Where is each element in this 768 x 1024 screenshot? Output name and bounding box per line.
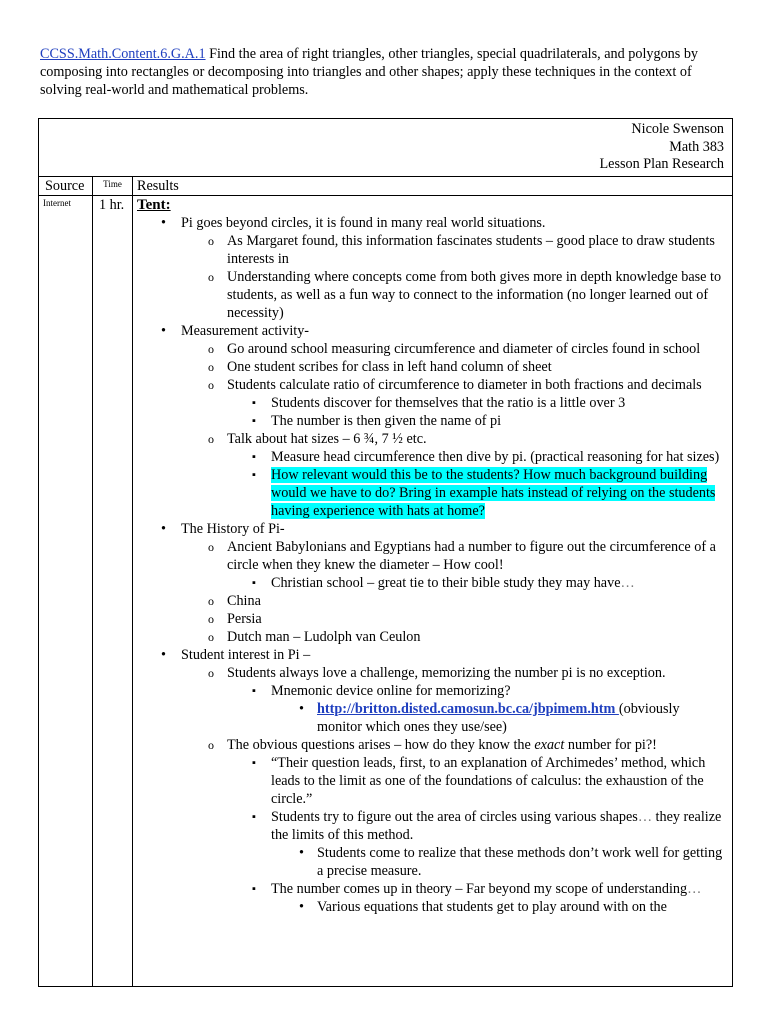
time-column-header: Time xyxy=(93,176,133,195)
list-item: o Students calculate ratio of circumference to diameter in both fractions and decimals ▪ Students discover for themselves that the ratio is a little over 3 ▪ The number is then given the name of pi xyxy=(181,376,726,430)
list-item: o Ancient Babylonians and Egyptians had a number to figure out the circumference of a circle when they knew the diameter – How cool! ▪ Christian school – great tie to their bible study they may have… xyxy=(181,538,726,592)
list-item: o One student scribes for class in left hand column of sheet xyxy=(181,358,726,376)
standard-paragraph xyxy=(40,45,730,99)
list-item: • Pi goes beyond circles, it is found in many real world situations. o As Margaret found, this information fascinates students – good place to draw students interests in o Understanding where concepts come from both gives more in depth knowledge base to students, as well as a fun way to connect to the information (no longer learned out of necessity) xyxy=(137,214,726,322)
table-row xyxy=(39,195,733,986)
list-item: ▪ Christian school – great tie to their bible study they may have… xyxy=(227,574,726,592)
results-column-header: Results xyxy=(133,176,733,195)
time-cell: 1 hr. xyxy=(93,195,133,986)
source-column-header: Source xyxy=(39,176,93,195)
source-cell: Internet xyxy=(39,195,93,986)
list-item: o The obvious questions arises – how do they know the exact number for pi?! ▪ “Their question leads, first, to an explanation of Archimedes’ method, which leads to the limit as one of the foundations of calculus: the exhaustion of the circle.” ▪ Students try to figure out the area of circles using various shapes… they realize the limits of this method. • Students come to realize that these methods don’t work well for getting a precise measure. ▪ The number comes up in theory – Far beyond my scope of understanding… • Various equations that students get to play around with on the xyxy=(181,736,726,916)
standard-text: Find the area of right triangles, other triangles, special quadrilaterals, and polygons by composing into rectangles or decomposing into triangles and other shapes; apply these techniques in the context of solving real-world and mathematical problems. xyxy=(40,46,699,98)
list-item: • http://britton.disted.camosun.bc.ca/jbpimem.htm (obviously monitor which ones they use/see) xyxy=(271,700,726,736)
header-cell xyxy=(39,119,733,177)
list-item: • Measurement activity- o Go around school measuring circumference and diameter of circles found in school o One student scribes for class in left hand column of sheet o Students calculate ratio of circumference to diameter in both fractions and decimals ▪ Students discover for themselves that the ratio is a little over 3 ▪ The number is then given the name of pi o Talk about hat sizes – 6 ¾, 7 ½ etc. ▪ Measure head circumference then dive by pi. (practical reasoning for hat sizes) ▪ How relevant would this be to the students? How much background building would we have to do? Bring in example hats instead of relying on the students having experience with hats at home? xyxy=(137,322,726,520)
list-item: ▪ Measure head circumference then dive by pi. (practical reasoning for hat sizes) xyxy=(227,448,726,466)
mnemonic-link[interactable]: http://britton.disted.camosun.bc.ca/jbpimem.htm xyxy=(317,700,619,717)
list-item: ▪ The number comes up in theory – Far beyond my scope of understanding… • Various equations that students get to play around with on the xyxy=(227,880,726,916)
list-item: ▪ “Their question leads, first, to an explanation of Archimedes’ method, which leads to the limit as one of the foundations of calculus: the exhaustion of the circle.” xyxy=(227,754,726,808)
standard-link[interactable]: CCSS.Math.Content.6.G.A.1 xyxy=(40,46,206,62)
list-item: ▪ Mnemonic device online for memorizing? • http://britton.disted.camosun.bc.ca/jbpimem.htm (obviously monitor which ones they use/see) xyxy=(227,682,726,736)
list-item: o China xyxy=(181,592,726,610)
list-item: • The History of Pi- o Ancient Babylonians and Egyptians had a number to figure out the circumference of a circle when they knew the diameter – How cool! ▪ Christian school – great tie to their bible study they may have… o China o Persia o Dutch man – Ludolph van Ceulon xyxy=(137,520,726,646)
results-cell xyxy=(133,195,733,986)
author-name: Nicole Swenson xyxy=(631,121,725,137)
document-title: Lesson Plan Research xyxy=(599,156,725,172)
column-header-row xyxy=(39,176,733,195)
highlighted-note: How relevant would this be to the students? How much background building would we have to do? Bring in example hats instead of relying on the students having experience with hats at home? xyxy=(271,466,716,519)
header-row xyxy=(39,119,733,177)
list-item: • Students come to realize that these methods don’t work well for getting a precise measure. xyxy=(271,844,726,880)
list-item: ▪ Students try to figure out the area of circles using various shapes… they realize the limits of this method. • Students come to realize that these methods don’t work well for getting a precise measure. xyxy=(227,808,726,880)
list-item: o Go around school measuring circumference and diameter of circles found in school xyxy=(181,340,726,358)
list-item: o Understanding where concepts come from both gives more in depth knowledge base to students, as well as a fun way to connect to the information (no longer learned out of necessity) xyxy=(181,268,726,322)
list-item: ▪ Students discover for themselves that the ratio is a little over 3 xyxy=(227,394,726,412)
list-item: ▪ The number is then given the name of pi xyxy=(227,412,726,430)
list-item: o As Margaret found, this information fascinates students – good place to draw students interests in xyxy=(181,232,726,268)
tent-heading: Tent: xyxy=(137,196,171,213)
list-item: o Talk about hat sizes – 6 ¾, 7 ½ etc. ▪ Measure head circumference then dive by pi. (practical reasoning for hat sizes) ▪ How relevant would this be to the students? How much background building would we have to do? Bring in example hats instead of relying on the students having experience with hats at home? xyxy=(181,430,726,520)
list-item: o Dutch man – Ludolph van Ceulon xyxy=(181,628,726,646)
list-item: • Student interest in Pi – o Students always love a challenge, memorizing the number pi is no exception. ▪ Mnemonic device online for memorizing? • http://britton.disted.camosun.bc.ca/jbpimem.htm (obviously monitor which ones they use/see) o The obvious questions arises – how do they know the exact number for pi?! ▪ “Their question leads, first, to an explanation of Archimedes’ method, which leads to the limit as one of the foundations of calculus: the exhaustion of the circle.” ▪ Students try to figure out the area of circles using various shapes… they realize the limits of this method. • Students come to realize that these methods don’t work well for getting a precise measure. ▪ The number comes up in theory – Far beyond my scope of understanding… • Various equations that students get to play around with on the xyxy=(137,646,726,916)
list-item: o Persia xyxy=(181,610,726,628)
main-bullet-list xyxy=(137,214,726,916)
lesson-plan-table xyxy=(38,118,733,987)
course-name: Math 383 xyxy=(669,138,725,155)
list-item: • Various equations that students get to play around with on the xyxy=(271,898,726,916)
list-item: o Students always love a challenge, memorizing the number pi is no exception. ▪ Mnemonic device online for memorizing? • http://britton.disted.camosun.bc.ca/jbpimem.htm (obviously monitor which ones they use/see) xyxy=(181,664,726,736)
list-item xyxy=(227,466,726,520)
